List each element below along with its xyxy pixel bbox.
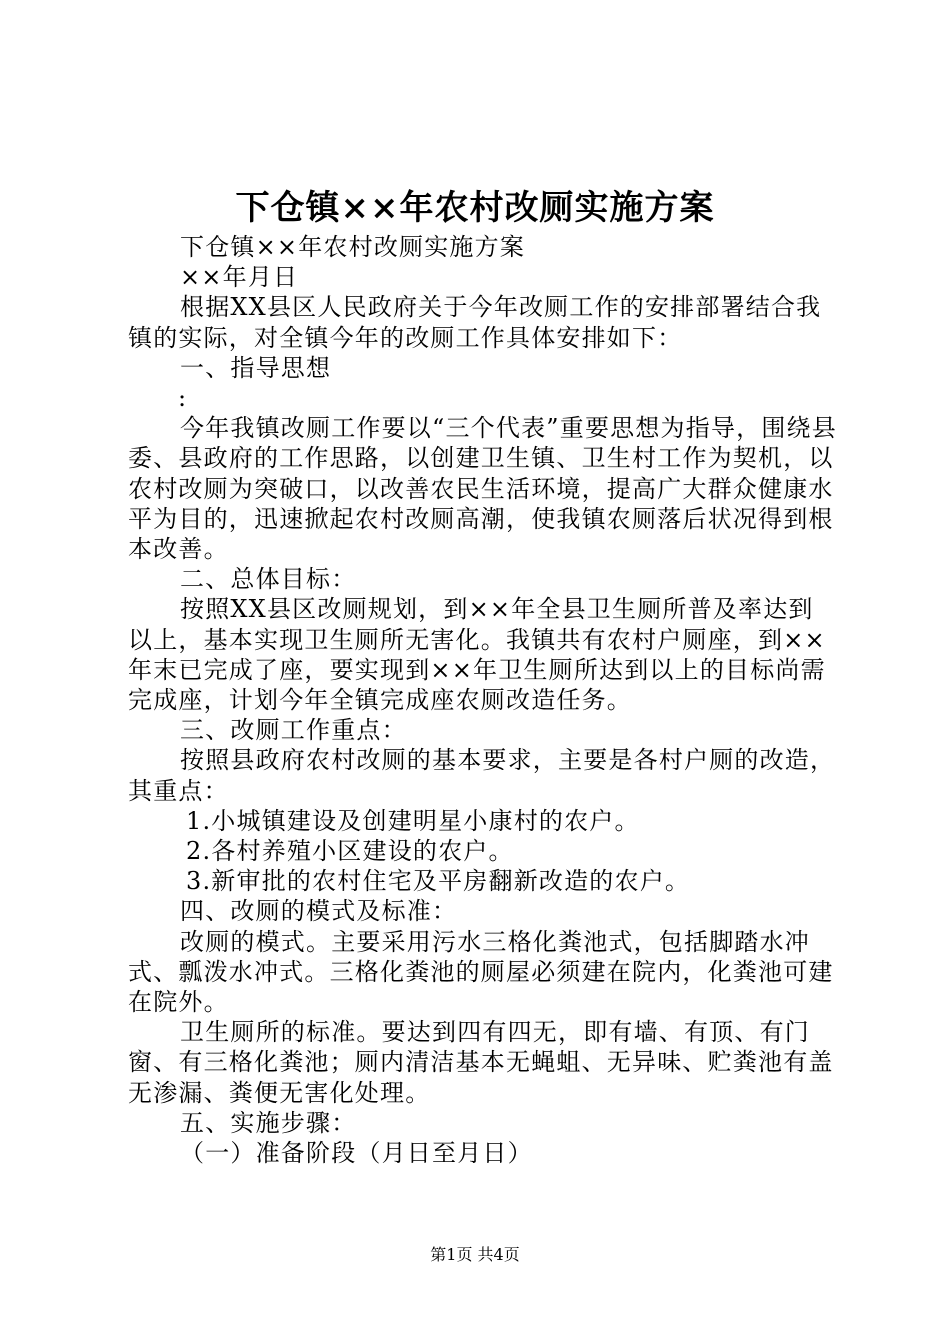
paragraph: 根据XX县区人民政府关于今年改厕工作的安排部署结合我镇的实际，对全镇今年的改厕工作具体安排如下：: [128, 293, 822, 352]
paragraph: （一）准备阶段（月日至月日）: [180, 1139, 533, 1168]
paragraph: 按照XX县区改厕规划，到××年全县卫生厕所普及率达到以上，基本实现卫生厕所无害化。我镇共有农村户厕座，到××年末已完成了座，要实现到××年卫生厕所达到以上的目标尚需完成座，计划今年全镇完成座农厕改造任务。: [128, 595, 826, 715]
list-item: 2.各村养殖小区建设的农户。: [186, 837, 514, 866]
document-body: [128, 232, 838, 1168]
paragraph: 二、总体目标：: [180, 565, 357, 594]
list-item: 1.小城镇建设及创建明星小康村的农户。: [186, 806, 640, 835]
paragraph: 改厕的模式。主要采用污水三格化粪池式，包括脚踏水冲式、瓢泼水冲式。三格化粪池的厕屋必须建在院内，化粪池可建在院外。: [128, 927, 834, 1017]
paragraph: 一、指导思想: [180, 353, 332, 382]
paragraph: 按照县政府农村改厕的基本要求，主要是各村户厕的改造，其重点：: [128, 746, 836, 805]
paragraph: 四、改厕的模式及标准：: [180, 897, 458, 926]
document-title: 下仓镇××年农村改厕实施方案: [235, 188, 715, 228]
paragraph: 卫生厕所的标准。要达到四有四无，即有墙、有顶、有门窗、有三格化粪池；厕内清洁基本无蝇蛆、无异味、贮粪池有盖无渗漏、粪便无害化处理。: [128, 1018, 834, 1107]
paragraph: 下仓镇××年农村改厕实施方案: [180, 233, 526, 261]
paragraph: 今年我镇改厕工作要以“三个代表”重要思想为指导，围绕县委、县政府的工作思路，以创建卫生镇、卫生村工作为契机，以农村改厕为突破口，以改善农民生活环境，提高广大群众健康水平为目的，迅速掀起农村改厕高潮，使我镇农厕落后状况得到根本改善。: [128, 414, 837, 564]
paragraph: 三、改厕工作重点：: [180, 716, 407, 745]
page-footer: 第1页 共4页: [430, 1245, 520, 1264]
paragraph: :: [178, 384, 188, 413]
paragraph: ××年月日: [180, 263, 299, 292]
list-item: 3.新审批的农村住宅及平房翻新改造的农户。: [186, 867, 691, 896]
paragraph: 五、实施步骤：: [180, 1108, 357, 1137]
